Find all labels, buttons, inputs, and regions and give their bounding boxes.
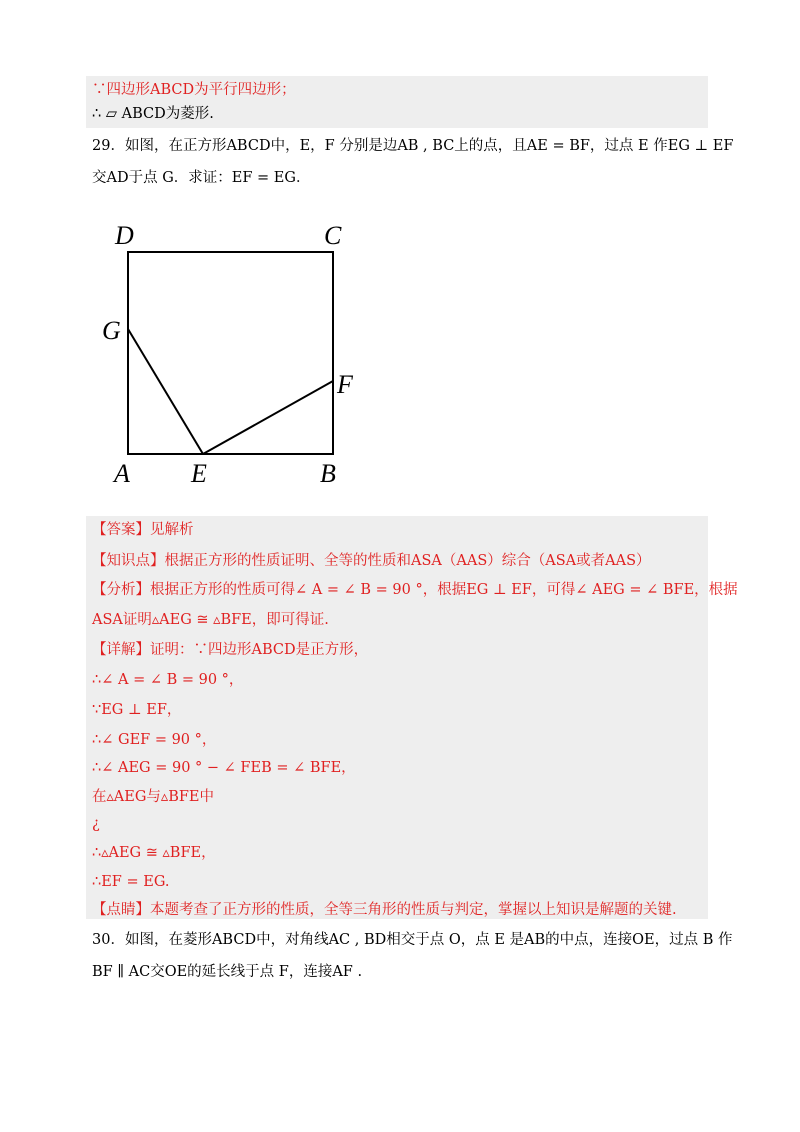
q29-line-2: 交AD于点 G．求证：EF = EG． (92, 170, 311, 186)
segment-ge (128, 329, 203, 454)
square-figure (0, 215, 800, 495)
q29-line-1: 29．如图，在正方形ABCD中，E，F 分别是边AB , BC上的点，且AE = BF，过点 E 作EG ⊥ EF (92, 138, 734, 154)
detail-line-9: ∴EF = EG. (92, 874, 170, 890)
analysis-line-2: ASA证明▵AEG ≅ ▵BFE，即可得证. (92, 612, 329, 628)
label-e: E (191, 459, 207, 488)
prev-line-1: ∵四边形ABCD为平行四边形； (92, 82, 296, 98)
detail-line-1: 证明：∵四边形ABCD是正方形， (150, 642, 369, 658)
label-g: G (102, 316, 121, 345)
square-abcd (128, 252, 333, 454)
detail-line-3: ∵EG ⊥ EF， (92, 702, 182, 718)
detail-line-6: 在▵AEG与▵BFE中 (92, 789, 214, 805)
label-d: D (115, 221, 134, 250)
analysis-row-1 (92, 580, 738, 600)
comment-text: 本题考查了正方形的性质，全等三角形的性质与判定，掌握以上知识是解题的关键. (150, 902, 677, 918)
analysis-tag: 【分析】 (92, 582, 150, 598)
detail-tag: 【详解】 (92, 642, 150, 658)
q30-line-1: 30．如图，在菱形ABCD中，对角线AC , BD相交于点 O，点 E 是AB的中点，连接OE，过点 B 作 (92, 932, 733, 948)
answer-text: 见解析 (150, 522, 194, 538)
label-f: F (337, 370, 353, 399)
answer-row (92, 520, 194, 540)
analysis-line-1: 根据正方形的性质可得∠ A = ∠ B = 90 °，根据EG ⊥ EF，可得∠ AEG = ∠ BFE，根据 (150, 582, 738, 598)
detail-line-7: ¿ (92, 816, 100, 832)
answer-tag: 【答案】 (92, 522, 150, 538)
detail-line-8: ∴▵AEG ≅ ▵BFE， (92, 845, 216, 861)
detail-line-5: ∴∠ AEG = 90 ° − ∠ FEB = ∠ BFE， (92, 760, 356, 776)
comment-tag: 【点睛】 (92, 902, 150, 918)
q30-line-2: BF ∥ AC交OE的延长线于点 F，连接AF . (92, 964, 363, 980)
detail-line-2: ∴∠ A = ∠ B = 90 °， (92, 672, 244, 688)
segment-ef (203, 381, 333, 454)
knowledge-row (92, 551, 651, 571)
knowledge-text: 根据正方形的性质证明、全等的性质和ASA（AAS）综合（ASA或者AAS） (164, 553, 651, 569)
detail-row-1 (92, 640, 368, 660)
label-a: A (114, 459, 130, 488)
comment-row (92, 900, 677, 920)
label-c: C (324, 221, 342, 250)
prev-line-2: ∴ ▱ ABCD为菱形. (92, 106, 214, 122)
label-b: B (320, 459, 336, 488)
detail-line-4: ∴∠ GEF = 90 °， (92, 732, 217, 748)
knowledge-tag: 【知识点】 (92, 553, 165, 569)
